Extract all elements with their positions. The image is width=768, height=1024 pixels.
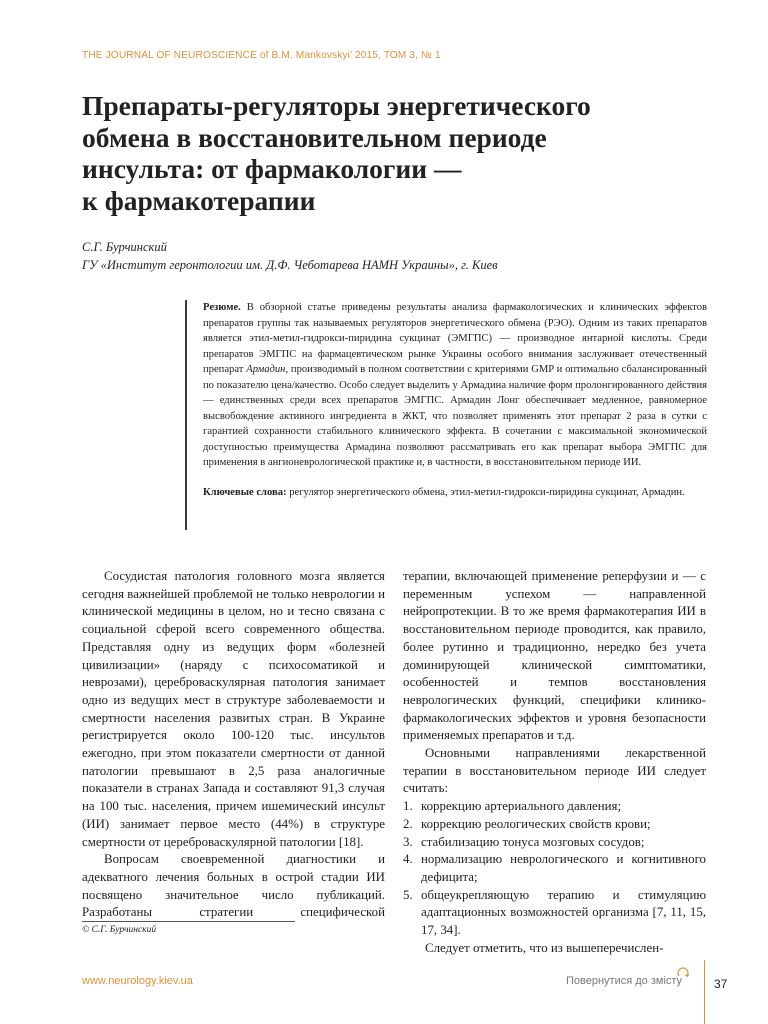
list-item-text: коррекцию реологических свойств крови;	[421, 816, 651, 831]
running-header: THE JOURNAL OF NEUROSCIENCE of B.M. Mankovskyi’ 2015, ТОМ 3, № 1	[82, 50, 441, 61]
list-item	[403, 798, 706, 816]
list-item-number: 3.	[403, 834, 413, 849]
abstract-label: Резюме.	[203, 302, 241, 313]
keywords	[203, 485, 707, 501]
back-to-contents-label: Повернутися до змісту	[566, 975, 683, 987]
article-title	[82, 90, 702, 216]
affiliation: ГУ «Институт геронтологии им. Д.Ф. Чеботарева НАМН Украины», г. Киев	[82, 258, 498, 272]
page-number: 37	[714, 977, 728, 991]
abstract-box	[185, 300, 707, 530]
abstract-text: В обзорной статье приведены результаты анализа фармакологических и клинических эффектов препаратов группы так называемых регуляторов энергетического обмена (РЭО). Одним из таких препаратов является этил-метил-гидрокси-пиридина сукцинат (ЭМГПС) — производное янтарной кислоты. Среди препаратов ЭМГПС на фармацевтическом рынке Украины особого внимания заслуживает отечественный препарат	[203, 302, 707, 376]
list-item-text: коррекцию артериального давления;	[421, 799, 622, 814]
abstract-text-end: , производимый в полном соответствии с критериями GMP и оптимально сбалансированный по показателю цена/качество. Особо следует выделить у Армадина наличие форм пролонгированного действия — единственных среди всех препаратов ЭМГПС. Армадин Лонг обеспечивает медленное, равномерное высвобождение активного ингредиента в ЖКТ, что позволяет применять этот препарат 2 раза в сутки с гарантией сохранности стабильного клинического эффекта. В сочетании с максимальной экономической доступностью преимущества Армадина позволяют рассматривать его как препарат выбора ЭМГПС для применения в ангионеврологической практике и, в частности, в восстановительном периоде ИИ.	[203, 364, 707, 469]
list-item	[403, 816, 706, 834]
copyright-note: © С.Г. Бурчинский	[82, 925, 157, 935]
title-line: инсульта: от фармакологии —	[82, 153, 462, 184]
list-item-number: 1.	[403, 799, 413, 814]
list-item-text: стабилизацию тонуса мозговых сосудов;	[421, 834, 645, 849]
author: С.Г. Бурчинский	[82, 240, 167, 254]
body-paragraph: Вопросам своевременной диагностики и адекватного лечения больных в острой стадии ИИ посвящено значительное число публикаций. Разработаны стратегии специфической	[82, 852, 385, 920]
footer-divider	[704, 960, 705, 1024]
body-column-left	[82, 568, 385, 922]
title-line: обмена в восстановительном периоде	[82, 121, 547, 153]
back-to-contents-link[interactable]	[566, 975, 690, 987]
list-item	[403, 887, 706, 940]
copyright-divider	[82, 921, 295, 922]
keywords-label: Ключевые слова:	[203, 487, 287, 499]
list-item-text: нормализацию неврологического и когнитивного дефицита;	[421, 852, 706, 884]
list-item-text: общеукрепляющую терапию и стимуляцию адаптационных возможностей организма [7, 11, 15, 17, 34].	[421, 887, 706, 938]
body-paragraph: Сосудистая патология головного мозга является сегодня важнейшей проблемой не только неврологии и клинической медицины в целом, но и тесно связана с социальной сферой всего современного общества. Представляя одну из ведущих форм «болезней цивилизации» (наряду с психосоматикой и неврозами), цереброваскулярная патология занимает одно из ведущих мест в структуре заболеваемости и смертности населения развитых стран. В Украине регистрируется около 100-120 тыс. инсультов ежегодно, при этом показатели смертности от данной патологии превышают в 2,5 раза аналогичные показатели в странах Запада и составляют 91,3 случая на 100 тыс. населения, причем ишемический инсульт (ИИ) занимает первое место (44%) в структуре смертности от цереброваскулярной патологии [18].	[82, 569, 385, 849]
body-paragraph: терапии, включающей применение реперфузии и — с переменным успехом — направленной нейропротекции. В то же время фармакотерапия ИИ в восстановительном периоде проводится, как правило, более рутинно и традиционно, нередко без учета доминирующей клинической симптоматики, особенностей и темпов восстановления неврологических функций, специфики клинико-фармакологических эффектов и уровня безопасности применяемых препаратов и т.д.	[403, 569, 706, 743]
list-item-number: 4.	[403, 852, 413, 867]
body-paragraph: Следует отметить, что из вышеперечислен-	[425, 940, 664, 955]
keywords-text: регулятор энергетического обмена, этил-метил-гидрокси-пиридина сукцинат, Армадин.	[286, 487, 685, 499]
abstract-drug: Армадин	[246, 364, 286, 376]
list-item-number: 2.	[403, 816, 413, 831]
list-item	[403, 834, 706, 852]
list-item	[403, 851, 706, 886]
body-paragraph: Основными направлениями лекарственной терапии в восстановительном периоде ИИ следует считать:	[403, 746, 706, 796]
therapy-directions-list	[403, 798, 706, 940]
title-line: Препараты-регуляторы энергетического	[82, 90, 591, 121]
return-arrow-icon	[676, 967, 690, 981]
footer-url-link[interactable]: www.neurology.kiev.ua	[82, 975, 193, 987]
list-item-number: 5.	[403, 887, 413, 902]
body-column-right	[403, 568, 706, 957]
abstract	[203, 300, 707, 471]
title-line: к фармакотерапии	[82, 184, 316, 216]
